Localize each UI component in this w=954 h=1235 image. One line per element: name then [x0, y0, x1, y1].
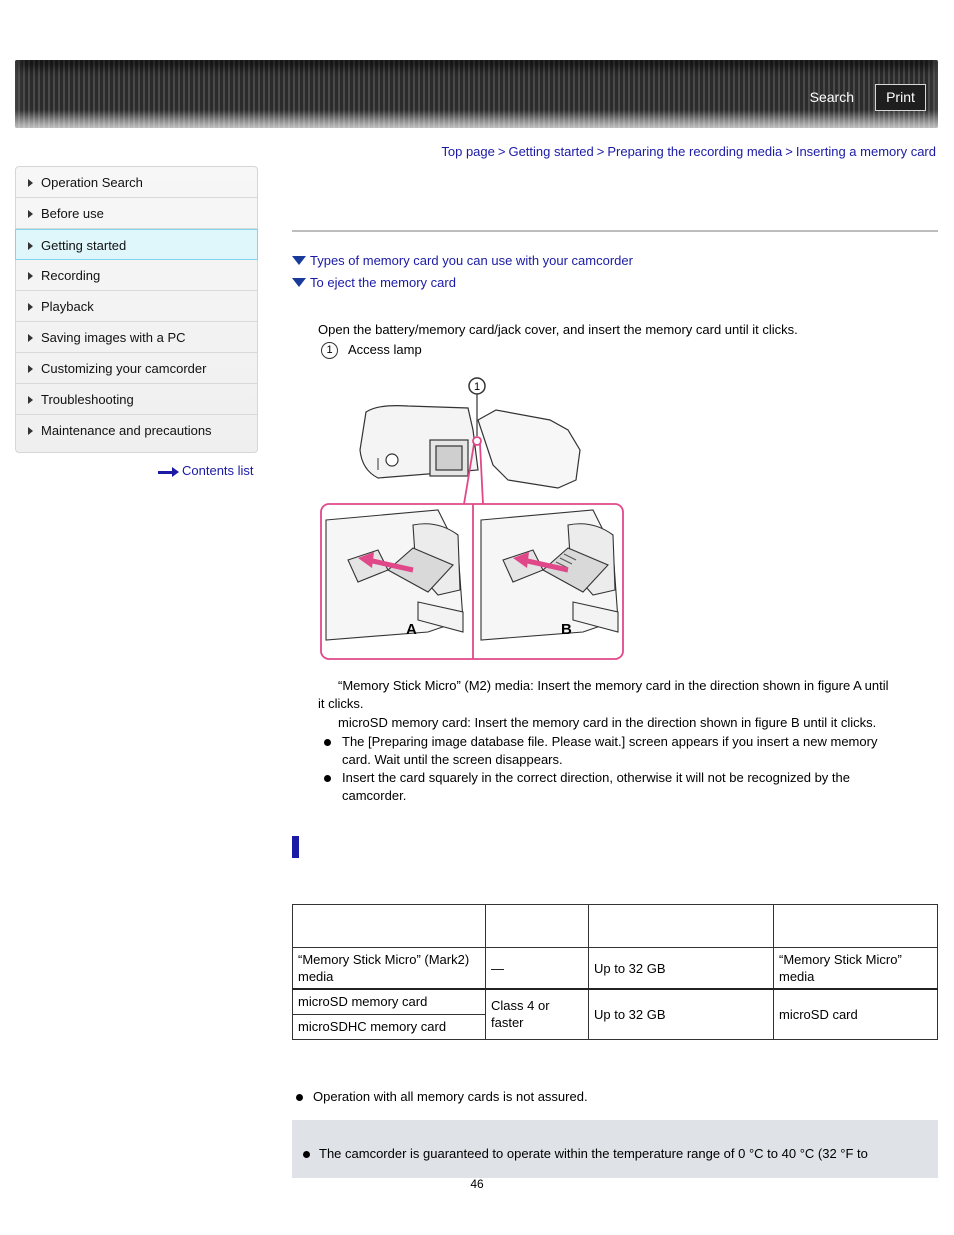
- table-row: [293, 948, 938, 990]
- triangle-down-icon: [292, 278, 306, 287]
- note-box: [292, 1120, 938, 1178]
- breadcrumb-separator: >: [596, 144, 605, 159]
- panel-b: [481, 510, 618, 640]
- access-lamp-label: Access lamp: [348, 342, 422, 357]
- jump-link-label: Types of memory card you can use with your camcorder: [310, 253, 633, 268]
- jump-link-card-types[interactable]: [292, 253, 633, 268]
- sidebar-item-label: Troubleshooting: [41, 392, 134, 407]
- arrow-go-icon: [158, 467, 180, 477]
- memory-card-insertion-figure: [318, 370, 626, 662]
- jump-link-eject-card[interactable]: [292, 275, 456, 290]
- breadcrumb-separator: >: [785, 144, 793, 159]
- print-button[interactable]: Print: [875, 84, 926, 111]
- bullet-dot-icon: [296, 1094, 303, 1101]
- arrow-right-icon: [28, 210, 33, 218]
- sidebar-item-label: Maintenance and precautions: [41, 423, 212, 438]
- bullet-dot-icon: [324, 775, 331, 782]
- header-bar: [15, 60, 938, 128]
- sidebar-item-saving-images[interactable]: [16, 322, 257, 353]
- bullet-dot-icon: [324, 739, 331, 746]
- note-microsd: microSD memory card: Insert the memory card in the direction shown in figure B until it clicks.: [338, 715, 877, 730]
- figure-callout-number: 1: [473, 381, 481, 393]
- breadcrumb-separator: >: [497, 144, 506, 159]
- sidebar-item-recording[interactable]: [16, 260, 257, 291]
- sidebar-item-label: Recording: [41, 268, 101, 283]
- note-box-text: The camcorder is guaranteed to operate within the temperature range of 0 °C to 40 °C (32 °F to: [319, 1146, 868, 1161]
- arrow-right-icon: [28, 303, 33, 311]
- instruction-text: Open the battery/memory card/jack cover, and insert the memory card until it clicks.: [318, 322, 798, 337]
- arrow-right-icon: [28, 179, 33, 187]
- table-header-cell: [486, 905, 589, 948]
- breadcrumb-current-page[interactable]: Inserting a memory card: [795, 144, 936, 159]
- note-m2-line2: it clicks.: [318, 696, 364, 711]
- sidebar-item-customizing[interactable]: [16, 353, 257, 384]
- access-lamp-callout: [321, 341, 422, 359]
- search-link[interactable]: Search: [809, 89, 854, 105]
- panel-a: [326, 510, 463, 640]
- breadcrumb-preparing-media[interactable]: Preparing the recording media: [607, 144, 783, 159]
- title-divider: [292, 230, 938, 232]
- table-cell-type: “Memory Stick Micro” (Mark2) media: [293, 948, 486, 990]
- sidebar-item-getting-started[interactable]: [15, 229, 258, 260]
- sidebar-item-troubleshooting[interactable]: [16, 384, 257, 415]
- bullet-item: [324, 733, 924, 769]
- arrow-right-icon: [28, 427, 33, 435]
- sidebar-nav: [15, 166, 258, 453]
- arrow-right-icon: [28, 242, 33, 250]
- section-heading-marker: [292, 836, 299, 858]
- breadcrumb-top-page[interactable]: Top page: [441, 144, 495, 159]
- bullet-text-line: The [Preparing image database file. Please wait.] screen appears if you insert a new memory: [342, 734, 878, 749]
- note-m2-line1: “Memory Stick Micro” (M2) media: Insert the memory card in the direction shown in figure A until: [338, 678, 889, 693]
- figure-label-a: A: [406, 621, 417, 638]
- contents-list-link[interactable]: [158, 463, 254, 478]
- sidebar-item-label: Operation Search: [41, 175, 143, 190]
- sidebar-item-before-use[interactable]: [16, 198, 257, 229]
- arrow-right-icon: [28, 334, 33, 342]
- figure-label-b: B: [561, 621, 572, 638]
- footnote-item: [296, 1088, 916, 1106]
- breadcrumb-getting-started[interactable]: Getting started: [508, 144, 594, 159]
- bullet-dot-icon: [303, 1151, 310, 1158]
- sidebar-item-label: Saving images with a PC: [41, 330, 186, 345]
- bullet-item: [324, 769, 924, 805]
- memory-card-table: [292, 904, 938, 1040]
- arrow-right-icon: [28, 396, 33, 404]
- number-one-icon: 1: [321, 342, 338, 359]
- sidebar-item-label: Before use: [41, 206, 104, 221]
- table-cell-capacity: Up to 32 GB: [589, 989, 774, 1039]
- camcorder-illustration: [360, 406, 580, 488]
- contents-list-label: Contents list: [182, 463, 254, 478]
- table-header-cell: [293, 905, 486, 948]
- sidebar-item-label: Playback: [41, 299, 94, 314]
- table-cell-capacity: Up to 32 GB: [589, 948, 774, 990]
- table-cell-type: microSD memory card: [293, 989, 486, 1014]
- table-header-cell: [589, 905, 774, 948]
- table-header-cell: [774, 905, 938, 948]
- sidebar-item-label: Customizing your camcorder: [41, 361, 207, 376]
- bullet-text-line: camcorder.: [342, 788, 407, 803]
- page-number: 46: [470, 1177, 484, 1191]
- sidebar-item-playback[interactable]: [16, 291, 257, 322]
- bullet-text-line: Insert the card squarely in the correct direction, otherwise it will not be recognized by the: [342, 770, 850, 785]
- table-header-row: [293, 905, 938, 948]
- table-cell-speed: Class 4 or faster: [486, 989, 589, 1039]
- arrow-right-icon: [28, 365, 33, 373]
- sidebar-item-operation-search[interactable]: [16, 167, 257, 198]
- footnote-text: Operation with all memory cards is not assured.: [313, 1089, 588, 1104]
- table-cell-speed: —: [486, 948, 589, 990]
- bullet-text-line: card. Wait until the screen disappears.: [342, 752, 563, 767]
- note-box-item: [303, 1145, 933, 1163]
- sidebar-item-maintenance[interactable]: [16, 415, 257, 446]
- table-cell-described-as: “Memory Stick Micro” media: [774, 948, 938, 990]
- table-row: [293, 989, 938, 1014]
- arrow-right-icon: [28, 272, 33, 280]
- jump-link-label: To eject the memory card: [310, 275, 456, 290]
- triangle-down-icon: [292, 256, 306, 265]
- sidebar-item-label: Getting started: [41, 238, 127, 253]
- table-cell-described-as: microSD card: [774, 989, 938, 1039]
- breadcrumb: [441, 144, 936, 159]
- table-cell-type: microSDHC memory card: [293, 1014, 486, 1039]
